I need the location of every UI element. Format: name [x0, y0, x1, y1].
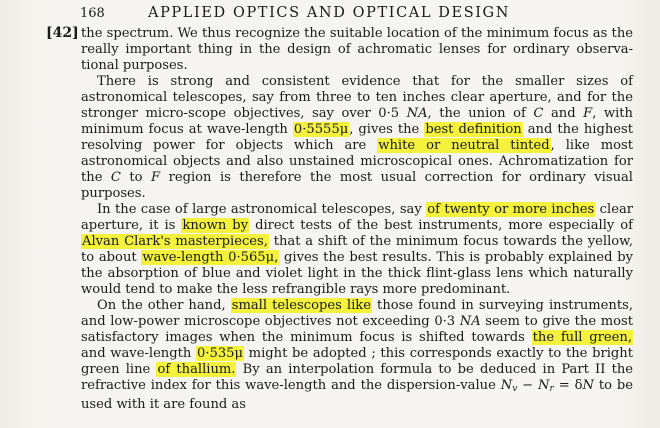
- paragraph-3: In the case of large astronomical telescopes, say of twenty or more inches clear aperture, it is known by direct tests of the best instruments, more especially of Alvan Clark's masterpieces, that a shift of the minimum focus towards the yellow, to about wave-length 0·565μ, gives the best results. This is probably explained by the absorption of blue and violet light in the thick flint-glass lens which naturally would tend to make the less refrangible rays more predominant.: [81, 202, 634, 297]
- running-header: [80, 5, 640, 21]
- highlight: Alvan Clark's masterpieces,: [82, 234, 268, 249]
- highlight: wave-length 0·565μ,: [142, 250, 279, 265]
- highlight: white or neutral tinted: [378, 138, 550, 153]
- highlight: 0·5555μ: [293, 122, 349, 137]
- highlight: the full green,: [532, 330, 632, 345]
- page-number: 168: [80, 6, 105, 21]
- highlight: of thallium.: [157, 362, 236, 377]
- book-title: APPLIED OPTICS AND OPTICAL DESIGN: [148, 5, 511, 21]
- section-marker: [42]: [46, 25, 79, 41]
- highlight: best definition: [425, 122, 522, 137]
- highlight: known by: [182, 218, 249, 233]
- body-text: [81, 26, 633, 413]
- paragraph-4: On the other hand, small telescopes like those found in surveying instruments, and low-power microscope objectives not exceeding 0·3 NA seem to give the most satisfactory images when the minimum focus is shifted towards the full green, and wave-length 0·535μ might be adopted ; this corresponds exactly to the bright green line of thallium. By an interpolation formula to be deduced in Part II the refractive index for this wave-length and the dispersion-value $N_v - N_r = \delta N$ to be used with it are found as: [81, 298, 634, 412]
- highlight: small telescopes like: [231, 298, 371, 313]
- highlight: of twenty or more inches: [427, 202, 595, 217]
- highlight: 0·535μ: [197, 346, 243, 361]
- paragraph-1: the spectrum. We thus recognize the suitable location of the minimum focus as the really important thing in the design of achromatic lenses for ordinary observa-tional purposes.: [81, 26, 633, 73]
- paragraph-2: There is strong and consistent evidence that for the smaller sizes of astronomical telescopes, say from three to ten inches clear aperture, and for the stronger micro-scope objectives, say over 0·5 NA, the union of C and F, with minimum focus at wave-length 0·5555μ, gives the best definition and the highest resolving power for objects which are white or neutral tinted, like most astronomical objects and also unstained microscopical ones. Achromatization for the C to F region is therefore the most usual correction for ordinary visual purposes.: [81, 74, 634, 201]
